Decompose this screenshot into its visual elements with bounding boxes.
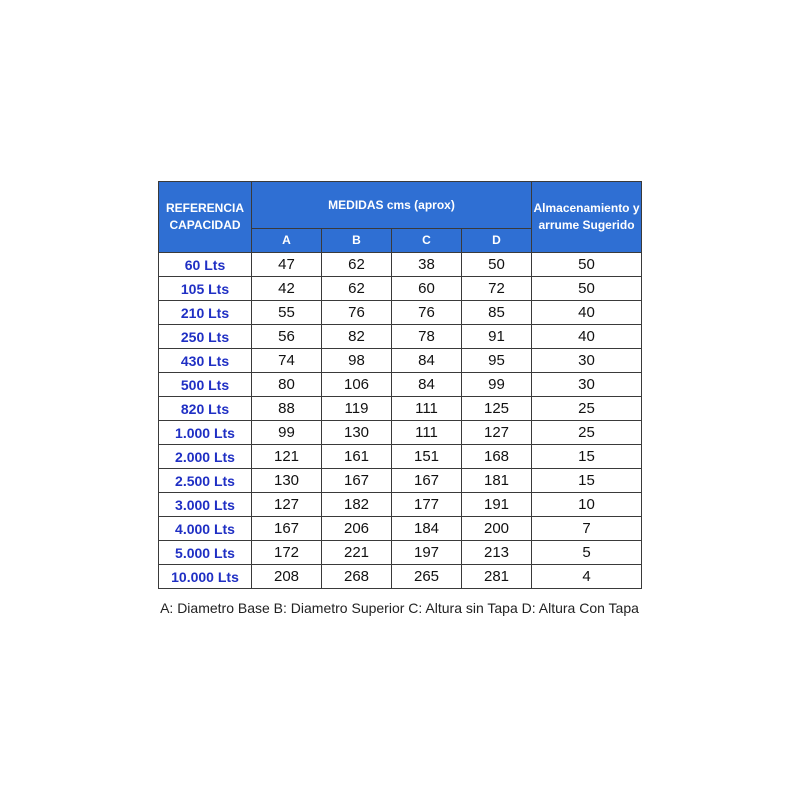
column-c-cell: 78	[392, 325, 462, 349]
dimensions-legend: A: Diametro Base B: Diametro Superior C: Altura sin Tapa D: Altura Con Tapa	[160, 600, 639, 616]
storage-cell: 40	[532, 301, 642, 325]
reference-cell: 820 Lts	[159, 397, 252, 421]
column-b-cell: 62	[322, 277, 392, 301]
column-d-cell: 168	[462, 445, 532, 469]
column-d-cell: 99	[462, 373, 532, 397]
storage-cell: 30	[532, 349, 642, 373]
table-row	[159, 421, 642, 445]
table-body	[159, 253, 642, 589]
column-a-cell: 88	[252, 397, 322, 421]
column-d-cell: 213	[462, 541, 532, 565]
column-a-cell: 56	[252, 325, 322, 349]
column-b-cell: 182	[322, 493, 392, 517]
column-c-cell: 167	[392, 469, 462, 493]
reference-cell: 210 Lts	[159, 301, 252, 325]
column-b-cell: 76	[322, 301, 392, 325]
column-c-cell: 151	[392, 445, 462, 469]
column-b-cell: 167	[322, 469, 392, 493]
column-b-cell: 98	[322, 349, 392, 373]
storage-cell: 25	[532, 397, 642, 421]
table-row	[159, 349, 642, 373]
column-d-header: D	[462, 229, 532, 253]
reference-cell: 500 Lts	[159, 373, 252, 397]
table-row	[159, 445, 642, 469]
reference-cell: 1.000 Lts	[159, 421, 252, 445]
table-row	[159, 277, 642, 301]
column-d-cell: 200	[462, 517, 532, 541]
column-d-cell: 281	[462, 565, 532, 589]
column-d-cell: 50	[462, 253, 532, 277]
column-d-cell: 95	[462, 349, 532, 373]
table-row	[159, 373, 642, 397]
reference-cell: 2.000 Lts	[159, 445, 252, 469]
column-a-cell: 121	[252, 445, 322, 469]
storage-cell: 10	[532, 493, 642, 517]
column-a-header: A	[252, 229, 322, 253]
column-a-cell: 172	[252, 541, 322, 565]
column-b-cell: 119	[322, 397, 392, 421]
table-row	[159, 493, 642, 517]
reference-cell: 250 Lts	[159, 325, 252, 349]
column-b-cell: 82	[322, 325, 392, 349]
reference-cell: 5.000 Lts	[159, 541, 252, 565]
column-c-cell: 265	[392, 565, 462, 589]
storage-cell: 5	[532, 541, 642, 565]
column-a-cell: 208	[252, 565, 322, 589]
column-a-cell: 55	[252, 301, 322, 325]
storage-cell: 4	[532, 565, 642, 589]
storage-cell: 25	[532, 421, 642, 445]
column-c-cell: 184	[392, 517, 462, 541]
column-b-header: B	[322, 229, 392, 253]
column-d-cell: 72	[462, 277, 532, 301]
column-c-cell: 38	[392, 253, 462, 277]
column-a-cell: 80	[252, 373, 322, 397]
reference-cell: 4.000 Lts	[159, 517, 252, 541]
table-row	[159, 469, 642, 493]
storage-header: Almacenamiento y arrume Sugerido	[532, 182, 642, 253]
column-d-cell: 181	[462, 469, 532, 493]
reference-cell: 430 Lts	[159, 349, 252, 373]
reference-cell: 2.500 Lts	[159, 469, 252, 493]
column-c-cell: 111	[392, 421, 462, 445]
table-row	[159, 253, 642, 277]
column-d-cell: 191	[462, 493, 532, 517]
storage-cell: 40	[532, 325, 642, 349]
storage-cell: 30	[532, 373, 642, 397]
column-a-cell: 42	[252, 277, 322, 301]
storage-cell: 50	[532, 253, 642, 277]
column-d-cell: 125	[462, 397, 532, 421]
reference-cell: 3.000 Lts	[159, 493, 252, 517]
column-c-cell: 111	[392, 397, 462, 421]
column-c-cell: 197	[392, 541, 462, 565]
column-b-cell: 206	[322, 517, 392, 541]
column-a-cell: 99	[252, 421, 322, 445]
column-d-cell: 91	[462, 325, 532, 349]
measures-group-header: MEDIDAS cms (aprox)	[252, 182, 532, 229]
column-a-cell: 167	[252, 517, 322, 541]
column-c-cell: 60	[392, 277, 462, 301]
column-a-cell: 127	[252, 493, 322, 517]
table-row	[159, 397, 642, 421]
column-c-header: C	[392, 229, 462, 253]
column-a-cell: 74	[252, 349, 322, 373]
header-row-top	[159, 182, 642, 229]
capacity-dimensions-table	[158, 181, 642, 589]
column-b-cell: 130	[322, 421, 392, 445]
reference-cell: 60 Lts	[159, 253, 252, 277]
storage-cell: 15	[532, 445, 642, 469]
table-row	[159, 325, 642, 349]
column-c-cell: 84	[392, 373, 462, 397]
reference-cell: 10.000 Lts	[159, 565, 252, 589]
storage-cell: 7	[532, 517, 642, 541]
column-d-cell: 127	[462, 421, 532, 445]
table-row	[159, 301, 642, 325]
column-a-cell: 130	[252, 469, 322, 493]
column-c-cell: 76	[392, 301, 462, 325]
storage-cell: 15	[532, 469, 642, 493]
reference-cell: 105 Lts	[159, 277, 252, 301]
table-header	[159, 182, 642, 253]
column-d-cell: 85	[462, 301, 532, 325]
table-row	[159, 565, 642, 589]
table-row	[159, 517, 642, 541]
column-c-cell: 177	[392, 493, 462, 517]
column-b-cell: 221	[322, 541, 392, 565]
storage-cell: 50	[532, 277, 642, 301]
column-b-cell: 161	[322, 445, 392, 469]
column-a-cell: 47	[252, 253, 322, 277]
column-b-cell: 268	[322, 565, 392, 589]
table-row	[159, 541, 642, 565]
column-c-cell: 84	[392, 349, 462, 373]
column-b-cell: 106	[322, 373, 392, 397]
reference-capacity-header: REFERENCIA CAPACIDAD	[159, 182, 252, 253]
column-b-cell: 62	[322, 253, 392, 277]
